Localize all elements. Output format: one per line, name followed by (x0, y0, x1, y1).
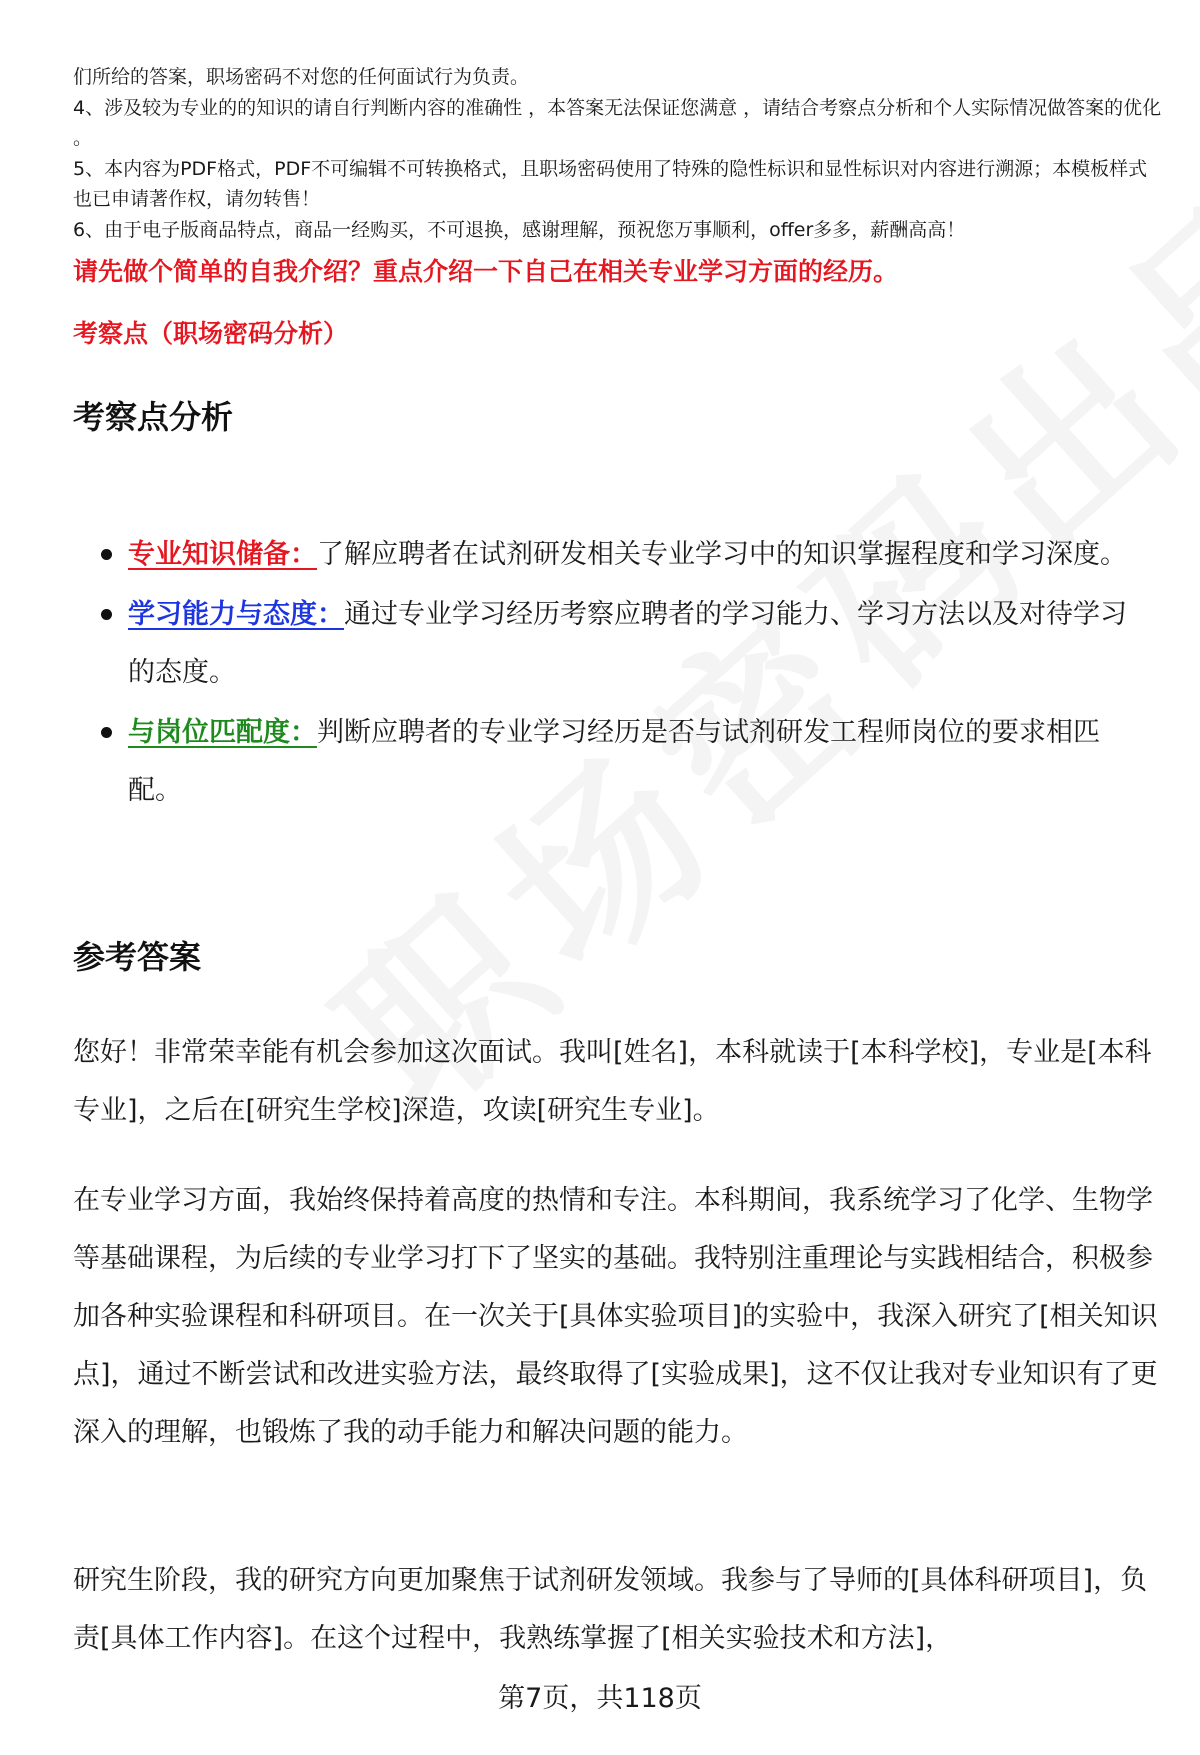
analysis-heading: 考察点分析 (73, 398, 234, 436)
answer-paragraph: 在专业学习方面，我始终保持着高度的热情和专注。本科期间，我系统学习了化学、生物学等基础课程，为后续的专业学习打下了坚实的基础。我特别注重理论与实践相结合，积极参加各种实验课程和科研项目。在一次关于[具体实验项目]的实验中，我深入研究了[相关知识点]，通过不断尝试和改进实验方法，最终取得了[实验成果]，这不仅让我对专业知识有了更深入的理解，也锻炼了我的动手能力和解决问题的能力。 (73, 1185, 1158, 1448)
answer-paragraph: 您好！非常荣幸能有机会参加这次面试。我叫[姓名]，本科就读于[本科学校]，专业是[本科专业]，之后在[研究生学校]深造，攻读[研究生专业]。 (73, 1037, 1152, 1126)
page-footer: 第7页，共118页 (498, 1683, 702, 1714)
assess-point-label: 考察点（职场密码分析） (73, 319, 349, 348)
note-line: 5、本内容为PDF格式，PDF不可编辑不可转换格式，且职场密码使用了特殊的隐性标识和显性标识对内容进行溯源；本模板样式也已申请著作权，请勿转售！ (73, 157, 1148, 210)
bullet-label: 与岗位匹配度： (128, 717, 317, 748)
bullet-label: 专业知识储备： (128, 539, 317, 570)
bullet-text: 判断应聘者的专业学习经历是否与试剂研发工程师岗位的要求相匹配。 (128, 717, 1100, 806)
bullet-icon (101, 549, 112, 560)
analysis-list (73, 526, 1153, 822)
bullet-icon (101, 609, 112, 620)
answer-paragraph: 研究生阶段，我的研究方向更加聚焦于试剂研发领域。我参与了导师的[具体科研项目]，负责[具体工作内容]。在这个过程中，我熟练掌握了[相关实验技术和方法]， (73, 1565, 1148, 1654)
disclaimer-notes (73, 62, 1163, 245)
note-line: 4、涉及较为专业的的知识的请自行判断内容的准确性 ，本答案无法保证您满意 ，请结合考察点分析和个人实际情况做答案的优化 。 (73, 96, 1162, 149)
bullet-icon (101, 727, 112, 738)
bullet-label: 学习能力与态度： (128, 599, 344, 630)
bullet-text: 通过专业学习经历考察应聘者的学习能力、学习方法以及对待学习的态度。 (128, 599, 1127, 688)
answer-heading: 参考答案 (73, 938, 202, 976)
list-item (73, 526, 1153, 584)
bullet-text: 了解应聘者在试剂研发相关专业学习中的知识掌握程度和学习深度。 (317, 539, 1127, 570)
list-item (73, 586, 1153, 702)
interview-question: 请先做个简单的自我介绍？重点介绍一下自己在相关专业学习方面的经历。 (73, 257, 899, 286)
note-line: 6、由于电子版商品特点，商品一经购买，不可退换，感谢理解，预祝您万事顺利，offer多多，薪酬高高！ (73, 218, 966, 241)
note-line: 们所给的答案，职场密码不对您的任何面试行为负责。 (73, 66, 530, 88)
list-item (73, 704, 1153, 820)
